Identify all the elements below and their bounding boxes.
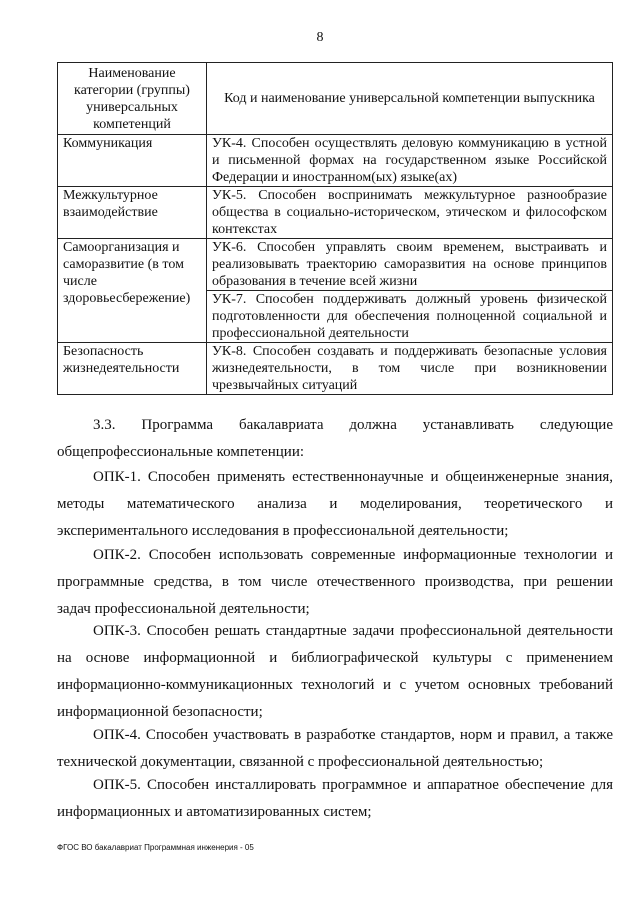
table-row (58, 343, 613, 395)
opk-4 (57, 722, 613, 776)
footer: ФГОС ВО бакалавриат Программная инженерия - 05 (57, 843, 254, 852)
paragraph-line: ОПК-1. Способен применять естественнонаучные и общеинженерные знания, (93, 469, 613, 485)
paragraph-line: ОПК-3. Способен решать стандартные задачи профессиональной деятельности (93, 623, 613, 639)
competency-text: УК-6. Способен управлять своим временем, выстраивать и реализовывать траекторию саморазвития на основе принципов образования в течение всей жизни (212, 240, 607, 289)
opk-2 (57, 542, 613, 623)
row-competency (207, 187, 613, 239)
competency-table (57, 62, 613, 395)
table-row (58, 135, 613, 187)
paragraph-line: экспериментального исследования в профессиональной деятельности; (57, 523, 509, 539)
competency-text: УК-8. Способен создавать и поддерживать безопасные условия жизнедеятельности, в том числе при возникновении чрезвычайных ситуаций (212, 344, 607, 393)
paragraph-line: общепрофессиональные компетенции: (57, 444, 305, 460)
paragraph-line: методы математического анализа и моделирования, теоретического и (57, 496, 613, 512)
opk-5 (57, 772, 613, 826)
paragraph-line: 3.3. Программа бакалавриата должна устанавливать следующие (93, 417, 613, 433)
opk-1 (57, 464, 613, 545)
row-competency (207, 343, 613, 395)
row-competency (207, 291, 613, 343)
header-category: Наименование категории (группы) универсальных компетенций (58, 63, 207, 135)
row-competency (207, 239, 613, 291)
paragraph-line: ОПК-5. Способен инсталлировать программное и аппаратное обеспечение для (93, 777, 613, 793)
row-category: Безопасность жизнедеятельности (58, 343, 207, 395)
paragraph-line: ОПК-2. Способен использовать современные информационные технологии и (93, 547, 613, 563)
section-3-3 (57, 412, 613, 466)
row-category: Самоорганизация и саморазвитие (в том числе здоровьесбережение) (58, 239, 207, 343)
row-category: Межкультурное взаимодействие (58, 187, 207, 239)
table-row (58, 239, 613, 291)
row-category: Коммуникация (58, 135, 207, 187)
row-competency (207, 135, 613, 187)
paragraph-line: на основе информационной и библиографической культуры с применением (57, 650, 613, 666)
paragraph-line: информационной безопасности; (57, 704, 263, 720)
paragraph-line: программные средства, в том числе отечественного производства, при решении (57, 574, 613, 590)
paragraph-line: задач профессиональной деятельности; (57, 601, 310, 617)
paragraph-line: информационно-коммуникационных технологий и с учетом основных требований (57, 677, 613, 693)
table-row (58, 187, 613, 239)
page-number: 8 (316, 30, 324, 45)
paragraph-line: информационных и автоматизированных систем; (57, 804, 372, 820)
competency-text: УК-5. Способен воспринимать межкультурное разнообразие общества в социально-историческом, этическом и философском контекстах (212, 188, 607, 237)
table-header-row (58, 63, 613, 135)
header-code: Код и наименование универсальной компетенции выпускника (207, 63, 613, 135)
paragraph-line: ОПК-4. Способен участвовать в разработке стандартов, норм и правил, а также (93, 727, 613, 743)
opk-3 (57, 618, 613, 726)
paragraph-line: технической документации, связанной с профессиональной деятельностью; (57, 754, 544, 770)
competency-text: УК-4. Способен осуществлять деловую коммуникацию в устной и письменной формах на государственном языке Российской Федерации и иностранном(ых) языке(ах) (212, 136, 607, 185)
competency-text: УК-7. Способен поддерживать должный уровень физической подготовленности для обеспечения полноценной социальной и профессиональной деятельности (212, 292, 607, 341)
